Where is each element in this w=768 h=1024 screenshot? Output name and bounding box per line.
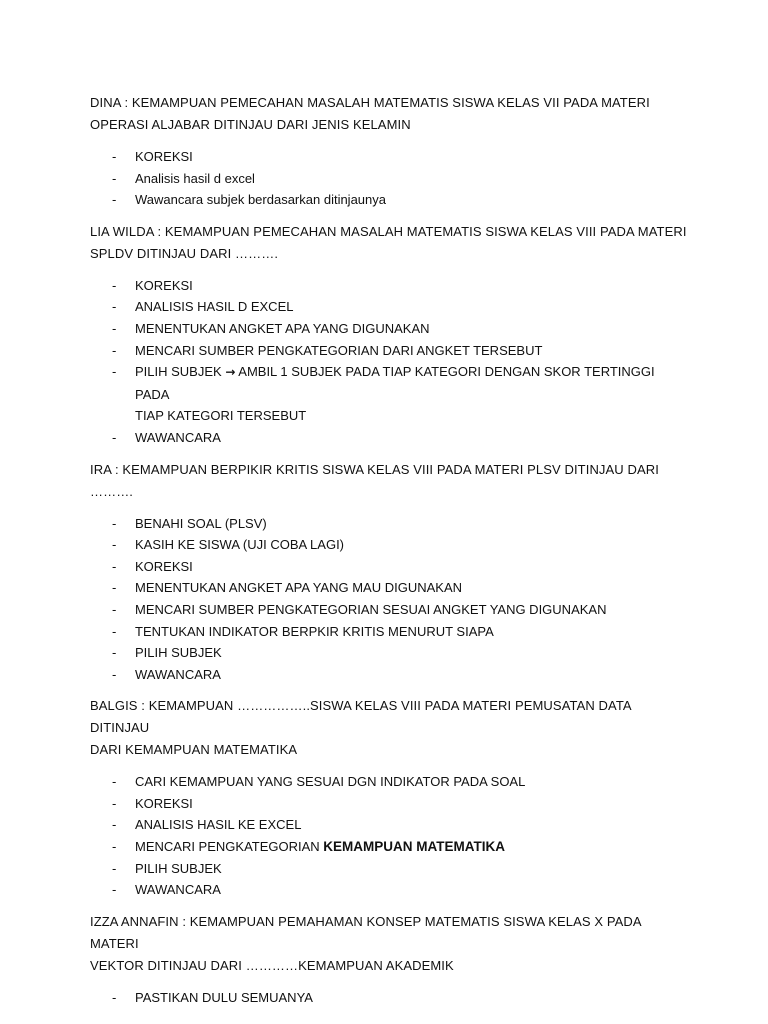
list-item-text: TENTUKAN INDIKATOR BERPKIR KRITIS MENURUT SIAPA [135,623,494,639]
dash-bullet: - [112,817,117,833]
list-item [90,836,690,858]
dash-bullet: - [112,839,117,855]
list-item-text: MENENTUKAN ANGKET APA YANG DIGUNAKAN [135,320,430,336]
dash-bullet: - [112,623,117,639]
list-item-text: ANALISIS HASIL KE EXCEL [135,817,302,833]
list-item [90,146,690,168]
heading-line: DARI KEMAMPUAN MATEMATIKA [90,742,298,758]
list-item-text: BENAHI SOAL (PLSV) [135,515,267,531]
heading-line: SPLDV DITINJAU DARI ………. [90,245,279,261]
heading-line: OPERASI ALJABAR DITINJAU DARI JENIS KELAMIN [90,117,411,132]
list-item-text: ANALISIS HASIL D EXCEL [135,299,294,315]
heading-line: LIA WILDA : KEMAMPUAN PEMECAHAN MASALAH MATEMATIS SISWA KELAS VIII PADA MATERI [90,223,687,239]
dash-bullet: - [112,558,117,574]
task-list [90,146,690,211]
list-item [90,599,690,621]
dash-bullet: - [112,170,117,186]
list-item [90,361,690,427]
list-item-text: TIAP KATEGORI TERSEBUT [135,408,307,424]
list-item-text: PASTIKAN DULU SEMUANYA [135,989,313,1005]
list-item-text: MENCARI PENGKATEGORIAN [135,839,324,855]
list-item-text: PILIH SUBJEK [135,860,222,876]
list-item [90,427,690,449]
dash-bullet: - [112,580,117,596]
list-item [90,814,690,836]
list-item [90,340,690,362]
section-heading [90,695,690,761]
list-item [90,642,690,664]
dash-bullet: - [112,277,117,293]
list-item [90,664,690,686]
list-item-text: KOREKSI [135,149,193,164]
task-list [90,987,690,1009]
dash-bullet: - [112,601,117,617]
heading-line: VEKTOR DITINJAU DARI …………KEMAMPUAN AKADEMIK [90,957,454,973]
list-item [90,534,690,556]
arrow-right-icon: → [225,365,236,380]
dash-bullet: - [112,364,117,380]
dash-bullet: - [112,666,117,682]
list-item [90,275,690,297]
list-item-text: KASIH KE SISWA (UJI COBA LAGI) [135,537,345,553]
dash-bullet: - [112,774,117,790]
list-item [90,577,690,599]
list-item-text: WAWANCARA [135,429,221,445]
list-item-text: WAWANCARA [135,666,221,682]
heading-line: BALGIS : KEMAMPUAN ……………..SISWA KELAS VIII PADA MATERI PEMUSATAN DATA DITINJAU [90,698,631,736]
task-list [90,771,690,901]
document-body [90,92,690,1018]
section-heading [90,221,690,265]
list-item-text: KOREKSI [135,277,193,293]
list-item [90,793,690,815]
list-item [90,513,690,535]
task-list [90,275,690,449]
list-item-text: Analisis hasil d excel [135,170,255,186]
list-item [90,168,690,190]
list-item-text: MENENTUKAN ANGKET APA YANG MAU DIGUNAKAN [135,580,462,596]
list-item [90,296,690,318]
list-item [90,879,690,901]
task-list [90,513,690,686]
list-item-text: WAWANCARA [135,882,221,898]
section-ira [90,459,690,686]
section-balgis [90,695,690,901]
list-item-text: PILIH SUBJEK [135,645,222,661]
dash-bullet: - [112,429,117,445]
dash-bullet: - [112,192,117,208]
dash-bullet: - [112,320,117,336]
dash-bullet: - [112,299,117,315]
heading-line: IRA : KEMAMPUAN BERPIKIR KRITIS SISWA KELAS VIII PADA MATERI PLSV DITINJAU DARI ………. [90,461,659,499]
dash-bullet: - [112,537,117,553]
list-item [90,318,690,340]
dash-bullet: - [112,860,117,876]
section-dina [90,92,690,211]
section-heading [90,911,690,977]
heading-line: IZZA ANNAFIN : KEMAMPUAN PEMAHAMAN KONSEP MATEMATIS SISWA KELAS X PADA MATERI [90,913,641,951]
list-item [90,858,690,880]
heading-line: DINA : KEMAMPUAN PEMECAHAN MASALAH MATEMATIS SISWA KELAS VII PADA MATERI [90,95,650,110]
dash-bullet: - [112,645,117,661]
list-item-text: MENCARI SUMBER PENGKATEGORIAN SESUAI ANGKET YANG DIGUNAKAN [135,601,607,617]
dash-bullet: - [112,882,117,898]
list-item-text: PILIH SUBJEK [135,364,226,380]
bold-text: KEMAMPUAN MATEMATIKA [323,839,506,855]
dash-bullet: - [112,149,117,164]
section-heading [90,92,690,136]
list-item [90,771,690,793]
dash-bullet: - [112,795,117,811]
list-item [90,621,690,643]
list-item-text: MENCARI SUMBER PENGKATEGORIAN DARI ANGKET TERSEBUT [135,342,543,358]
list-item-text: KOREKSI [135,558,193,574]
list-item [90,189,690,211]
section-heading [90,459,690,503]
list-item-text: Wawancara subjek berdasarkan ditinjaunya [135,192,386,208]
list-item-text: AMBIL 1 SUBJEK PADA TIAP KATEGORI DENGAN SKOR TERTINGGI PADA [135,364,655,402]
list-item [90,987,690,1009]
section-lia-wilda [90,221,690,449]
dash-bullet: - [112,989,117,1005]
list-item-text: KOREKSI [135,795,193,811]
section-izza-annafin [90,911,690,1009]
list-item [90,556,690,578]
dash-bullet: - [112,342,117,358]
list-item-text: CARI KEMAMPUAN YANG SESUAI DGN INDIKATOR PADA SOAL [135,774,526,790]
dash-bullet: - [112,515,117,531]
